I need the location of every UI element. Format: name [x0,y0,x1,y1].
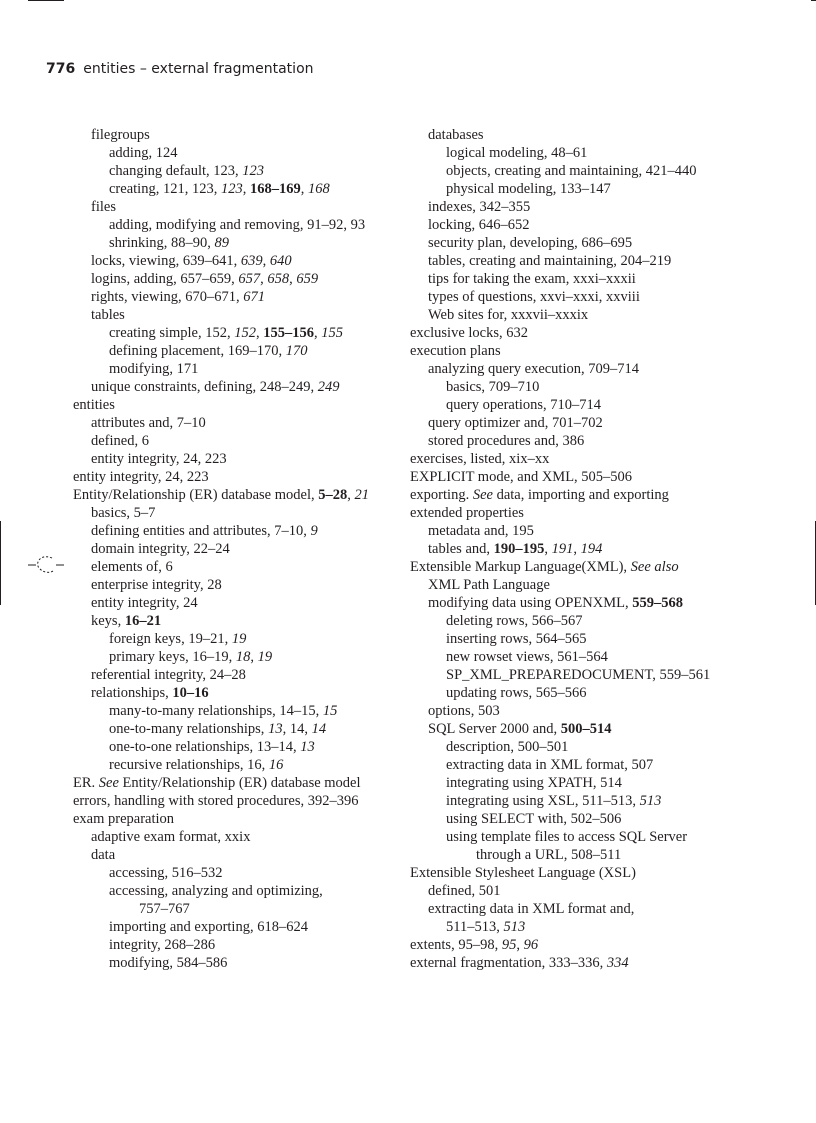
page-number: 776 [46,61,76,77]
entry-text: one-to-many relationships, [109,721,269,737]
index-column-left [73,126,391,972]
entry-text: query operations, 710–714 [446,397,602,413]
running-head-title: entities – external fragmentation [83,61,314,77]
index-entry [73,756,391,774]
page-ref-italic: 513 [503,919,526,935]
page-ref-italic: See [472,487,493,503]
page-ref-italic: 639 [240,253,263,269]
index-entry [73,720,391,738]
entry-text: locking, 646–652 [428,217,530,233]
index-entry [410,540,730,558]
entry-text: accessing, analyzing and optimizing, [109,883,323,899]
entry-text: security plan, developing, 686–695 [428,235,633,251]
index-entry [410,630,730,648]
entry-text: unique constraints, defining, 248–249, [91,379,318,395]
entry-text: referential integrity, 24–28 [91,667,246,683]
entry-text: defined, 501 [428,883,501,899]
index-entry [410,180,730,198]
entry-text: foreign keys, 19–21, [109,631,232,647]
index-entry [73,342,391,360]
index-entry [73,558,391,576]
index-entry [410,306,730,324]
entry-text: metadata and, 195 [428,523,534,539]
entry-text: Entity/Relationship (ER) database model [118,775,361,791]
index-entry [73,468,391,486]
entry-text: , 14, [282,721,312,737]
entry-text: creating, 121, 123, [109,181,221,197]
index-entry [410,414,730,432]
index-entry [73,486,391,504]
entry-text: , [242,181,250,197]
entry-text: changing default, 123, [109,163,243,179]
entry-text: physical modeling, 133–147 [446,181,611,197]
entry-text: , [544,541,552,557]
index-entry [410,360,730,378]
entry-text: execution plans [410,343,501,359]
page-ref-bold: 155–156 [263,325,314,341]
entry-text: XML Path Language [428,577,550,593]
entry-text: elements of, 6 [91,559,173,575]
index-entry [73,450,391,468]
page-ref-italic: See also [630,559,679,575]
index-entry [410,882,730,900]
crop-mark-top-right [811,0,816,1]
index-entry [73,360,391,378]
index-entry [73,180,391,198]
index-entry [410,576,730,594]
index-entry [73,198,391,216]
index-entry [73,846,391,864]
index-entry [410,252,730,270]
index-entry [73,576,391,594]
index-entry [73,774,391,792]
index-entry [410,216,730,234]
page-ref-italic: 671 [243,289,265,305]
index-entry [73,936,391,954]
entry-text: updating rows, 565–566 [446,685,587,701]
index-entry [410,234,730,252]
index-entry [410,666,730,684]
index-entry [73,306,391,324]
entry-text: using template files to access SQL Server [446,829,688,845]
index-entry [73,540,391,558]
page-ref-italic: 89 [214,235,230,251]
page-ref-bold: 5–28 [318,487,348,503]
entry-text: , [300,181,308,197]
entry-text: deleting rows, 566–567 [446,613,583,629]
entry-text: , [573,541,581,557]
entry-text: tables and, [428,541,494,557]
entry-text: 757–767 [139,901,190,917]
entry-text: defining placement, 169–170, [109,343,286,359]
entry-text: Extensible Stylesheet Language (XSL) [410,865,636,881]
index-entry [410,504,730,522]
entry-text: new rowset views, 561–564 [446,649,608,665]
entry-text: exercises, listed, xix–xx [410,451,550,467]
entry-text: keys, [91,613,125,629]
page-ref-bold: 559–568 [632,595,683,611]
page-ref-italic: 19 [257,649,273,665]
crop-mark-top-left [28,0,64,1]
entry-text: , [250,649,258,665]
entry-text: importing and exporting, 618–624 [109,919,308,935]
page-ref-italic: 13 [300,739,315,755]
entry-text: inserting rows, 564–565 [446,631,587,647]
index-entry [410,594,730,612]
entry-text: shrinking, 88–90, [109,235,215,251]
entry-text: relationships, [91,685,173,701]
entry-text: EXPLICIT mode, and XML, 505–506 [410,469,633,485]
index-entry [410,846,730,864]
index-entry [73,666,391,684]
index-entry [73,792,391,810]
entry-text: data, importing and exporting [492,487,669,503]
index-entry [410,936,730,954]
entry-text: integrating using XSL, 511–513, [446,793,640,809]
index-entry [73,234,391,252]
entry-text: , [313,325,322,341]
page-ref-italic: 513 [639,793,662,809]
index-entry [73,144,391,162]
index-entry [410,900,730,918]
entry-text: basics, 709–710 [446,379,540,395]
entry-text: exclusive locks, 632 [410,325,528,341]
page-ref-italic: 16 [268,757,284,773]
index-entry [410,954,730,972]
entry-text: indexes, 342–355 [428,199,531,215]
page-ref-italic: 155 [321,325,343,341]
index-entry [410,126,730,144]
index-entry [73,648,391,666]
index-entry [410,342,730,360]
index-entry [73,828,391,846]
index-entry [73,378,391,396]
entry-text: , [516,937,524,953]
index-entry [73,882,391,900]
entry-text: , [255,325,264,341]
index-entry [410,144,730,162]
entry-text: using SELECT with, 502–506 [446,811,622,827]
entry-text: modifying, 584–586 [109,955,228,971]
index-entry [410,828,730,846]
page-ref-italic: 657 [238,271,261,287]
entry-text: objects, creating and maintaining, 421–440 [446,163,697,179]
entry-text: , [260,271,268,287]
index-entry [410,792,730,810]
entry-text: types of questions, xxvi–xxxi, xxviii [428,289,640,305]
page-ref-italic: 19 [231,631,247,647]
entry-text: recursive relationships, 16, [109,757,269,773]
index-entry [410,810,730,828]
entry-text: logins, adding, 657–659, [91,271,239,287]
entry-text: errors, handling with stored procedures, 392–396 [73,793,359,809]
entry-text: external fragmentation, 333–336, [410,955,607,971]
entry-text: many-to-many relationships, 14–15, [109,703,323,719]
index-entry [73,288,391,306]
entry-text: entities [73,397,115,413]
page-ref-italic: 123 [220,181,243,197]
index-entry [73,810,391,828]
index-entry [73,162,391,180]
entry-text: tips for taking the exam, xxxi–xxxii [428,271,636,287]
entry-text: accessing, 516–532 [109,865,223,881]
entry-text: ER. [73,775,99,791]
page-ref-italic: 194 [580,541,603,557]
index-entry [410,864,730,882]
index-entry [73,900,391,918]
entry-text: rights, viewing, 670–671, [91,289,244,305]
entry-text: extracting data in XML format and, [428,901,635,917]
index-entry [410,684,730,702]
index-entry [410,756,730,774]
page-ref-bold: 16–21 [124,613,162,629]
page-ref-italic: 640 [269,253,292,269]
entry-text: SP_XML_PREPAREDOCUMENT, 559–561 [446,667,711,683]
index-entry [73,594,391,612]
entry-text: enterprise integrity, 28 [91,577,222,593]
index-entry [73,522,391,540]
registration-mark-icon [26,554,66,576]
entry-text: exam preparation [73,811,175,827]
index-entry [73,954,391,972]
index-entry [410,450,730,468]
index-entry [410,612,730,630]
index-entry [410,288,730,306]
entry-text: attributes and, 7–10 [91,415,206,431]
entry-text: integrity, 268–286 [109,937,216,953]
entry-text: basics, 5–7 [91,505,156,521]
page-ref-italic: 18 [235,649,251,665]
index-entry [73,126,391,144]
page-ref-italic: 152 [234,325,256,341]
index-entry [410,270,730,288]
index-entry [410,918,730,936]
entry-text: adding, 124 [109,145,178,161]
entry-text: entity integrity, 24 [91,595,198,611]
index-entry [410,162,730,180]
running-head [46,60,314,78]
entry-text: defining entities and attributes, 7–10, [91,523,311,539]
entry-text: primary keys, 16–19, [109,649,236,665]
entry-text: locks, viewing, 639–641, [91,253,241,269]
index-entry [410,738,730,756]
page-ref-italic: 191 [551,541,574,557]
index-entry [73,612,391,630]
index-column-right [410,126,730,972]
entry-text: extents, 95–98, [410,937,502,953]
entry-text: Entity/Relationship (ER) database model, [73,487,319,503]
entry-text: extracting data in XML format, 507 [446,757,654,773]
index-entry [410,522,730,540]
index-entry [73,504,391,522]
index-entry [410,468,730,486]
page-ref-italic: 21 [354,487,369,503]
page-ref-italic: 168 [307,181,330,197]
index-entry [410,720,730,738]
entry-text: one-to-one relationships, 13–14, [109,739,301,755]
page-ref-italic: 95 [501,937,517,953]
entry-text: modifying data using OPENXML, [428,595,633,611]
index-entry [410,648,730,666]
index-entry [410,558,730,576]
page-ref-italic: 15 [322,703,338,719]
entry-text: tables, creating and maintaining, 204–219 [428,253,672,269]
entry-text: logical modeling, 48–61 [446,145,588,161]
entry-text: creating simple, 152, [109,325,235,341]
page-ref-italic: 96 [523,937,539,953]
entry-text: , [347,487,355,503]
index-entry [73,702,391,720]
entry-text: data [91,847,116,863]
entry-text: exporting. [410,487,473,503]
page-ref-italic: 659 [296,271,319,287]
page-ref-italic: 14 [311,721,327,737]
index-entry [410,324,730,342]
page-ref-bold: 190–195 [493,541,545,557]
index-entry [73,252,391,270]
entry-text: files [91,199,116,215]
page-ref-bold: 10–16 [172,685,209,701]
entry-text: entity integrity, 24, 223 [73,469,209,485]
page-ref-italic: 9 [310,523,318,539]
entry-text: modifying, 171 [109,361,199,377]
page-ref-italic: 658 [267,271,290,287]
entry-text: adding, modifying and removing, 91–92, 93 [109,217,366,233]
entry-text: analyzing query execution, 709–714 [428,361,639,377]
entry-text: description, 500–501 [446,739,569,755]
crop-mark-left-edge [0,521,1,605]
index-entry [73,864,391,882]
index-entry [73,396,391,414]
entry-text: Web sites for, xxxvii–xxxix [428,307,589,323]
index-entry [410,702,730,720]
index-entry [73,684,391,702]
index-entry [410,486,730,504]
index-entry [410,198,730,216]
index-entry [73,414,391,432]
index-entry [73,738,391,756]
entry-text: databases [428,127,484,143]
index-entry [73,216,391,234]
entry-text: SQL Server 2000 and, [428,721,561,737]
entry-text: , [289,271,297,287]
index-entry [410,378,730,396]
index-entry [73,630,391,648]
entry-text: tables [91,307,125,323]
index-entry [73,270,391,288]
entry-text: stored procedures and, 386 [428,433,585,449]
page-ref-italic: 334 [606,955,629,971]
page-ref-italic: 13 [268,721,283,737]
index-entry [73,324,391,342]
page-ref-italic: See [98,775,119,791]
page-ref-italic: 170 [285,343,308,359]
page-ref-bold: 168–169 [249,181,301,197]
page-ref-italic: 249 [317,379,340,395]
entry-text: options, 503 [428,703,500,719]
index-entry [410,432,730,450]
index-entry [73,432,391,450]
entry-text: defined, 6 [91,433,149,449]
index-entry [73,918,391,936]
entry-text: query optimizer and, 701–702 [428,415,603,431]
page-ref-bold: 500–514 [560,721,612,737]
entry-text: integrating using XPATH, 514 [446,775,622,791]
entry-text: , [262,253,270,269]
entry-text: filegroups [91,127,150,143]
index-entry [410,774,730,792]
index-entry [410,396,730,414]
entry-text: 511–513, [446,919,504,935]
entry-text: Extensible Markup Language(XML), [410,559,631,575]
entry-text: through a URL, 508–511 [476,847,622,863]
entry-text: adaptive exam format, xxix [91,829,251,845]
entry-text: entity integrity, 24, 223 [91,451,227,467]
page-ref-italic: 123 [242,163,265,179]
entry-text: domain integrity, 22–24 [91,541,230,557]
entry-text: extended properties [410,505,524,521]
